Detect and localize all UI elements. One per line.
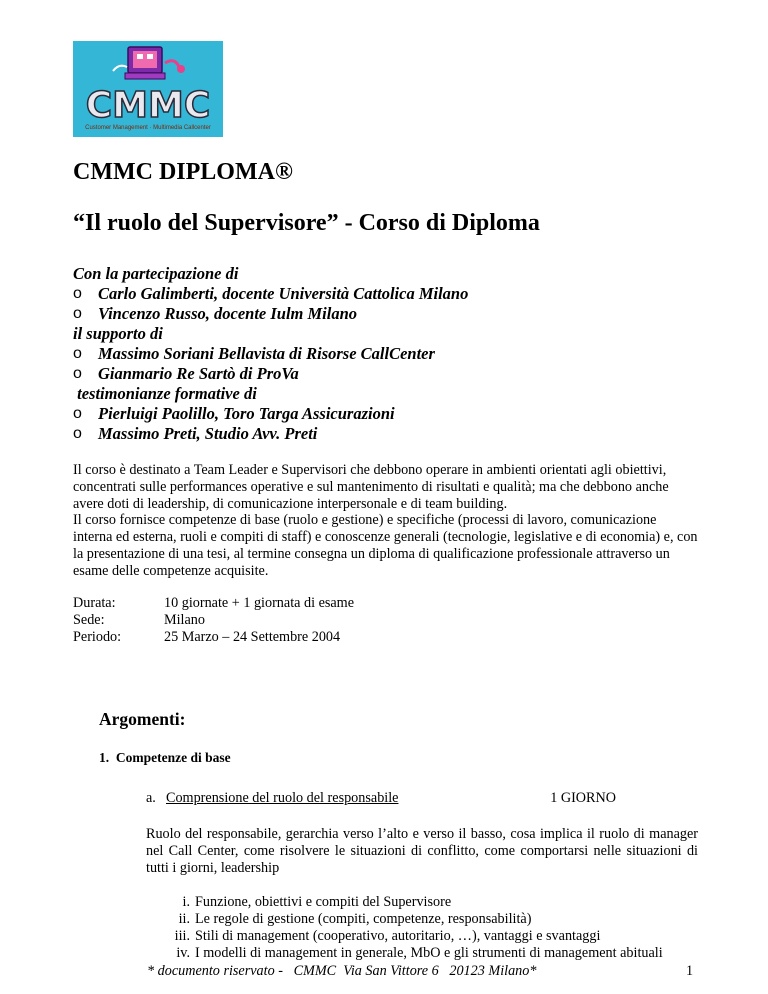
fact-label: Sede: (73, 612, 105, 628)
credits-list (73, 344, 468, 384)
credit-item: o Carlo Galimberti, docente Università Cattolica Milano (73, 284, 468, 304)
subsection-description: Ruolo del responsabile, gerarchia verso l’alto e verso il basso, cosa implica il ruolo di manager nel Call Center, come risolvere le situazioni di conflitto, come comportarsi nelle situazioni di tutti i giorni, leadership (146, 826, 698, 876)
credits-list (73, 404, 468, 444)
list-item (146, 911, 698, 928)
list-item-number: iii. (174, 928, 190, 944)
list-item-number: iv. (176, 945, 190, 961)
fact-label: Durata: (73, 595, 116, 611)
subsection-title: Comprensione del ruolo del responsabile (166, 790, 399, 806)
subsection-heading (146, 790, 616, 807)
paragraph: Il corso è destinato a Team Leader e Supervisori che debbono operare in ambienti orientati agli obiettivi, concentrati sulle performances operative e sul mantenimento di risultati e qualità; ma che debbono anche avere doti di leadership, di comunicazione interpersonale e di team building. (73, 462, 669, 512)
list-item-number: i. (182, 894, 190, 910)
fact-row (73, 629, 354, 646)
credits-heading: il supporto di (73, 324, 163, 343)
topics-heading: Argomenti: (99, 709, 186, 729)
section-heading (99, 750, 231, 766)
list-item (146, 928, 698, 945)
credits-heading: testimonianze formative di (73, 384, 257, 403)
fact-value: 10 giornate + 1 giornata di esame (164, 595, 355, 611)
credits-list (73, 284, 468, 324)
list-item (146, 894, 698, 911)
course-facts (73, 595, 354, 646)
subsection-duration: 1 GIORNO (550, 790, 616, 806)
svg-text:CMMC: CMMC (85, 85, 211, 126)
credits (73, 264, 468, 444)
credit-item: o Massimo Soriani Bellavista di Risorse CallCenter (73, 344, 468, 364)
fact-label: Periodo: (73, 629, 122, 645)
list-item-text: I modelli di management in generale, MbO e gli strumenti di management abituali (195, 945, 663, 961)
list-item-text: Stili di management (cooperativo, autoritario, …), vantaggi e svantaggi (195, 928, 601, 944)
section-title: Competenze di base (115, 750, 231, 765)
course-description (73, 462, 698, 580)
list-item-number: ii. (178, 911, 190, 927)
fact-value: Milano (164, 612, 205, 628)
credit-item: o Massimo Preti, Studio Avv. Preti (73, 424, 468, 444)
credit-item: o Pierluigi Paolillo, Toro Targa Assicurazioni (73, 404, 468, 424)
document-title: CMMC DIPLOMA® (73, 159, 293, 185)
subsection-marker: a. (146, 790, 156, 806)
computer-mascot-icon (73, 41, 223, 137)
credits-heading: Con la partecipazione di (73, 264, 239, 283)
credit-item: o Vincenzo Russo, docente Iulm Milano (73, 304, 468, 324)
document-subtitle: “Il ruolo del Supervisore” - Corso di Diploma (73, 210, 540, 236)
fact-row (73, 595, 354, 612)
paragraph: Il corso fornisce competenze di base (ruolo e gestione) e specifiche (processi di lavoro, comunicazione interna ed esterna, ruoli e compiti di staff) e conoscenze generali (tecnologie, legislative e di economia) e, con la presentazione di una tesi, al termine consegna un diploma di qualificazione professionale attraverso un esame delle competenze acquisite. (73, 512, 698, 579)
list-item-text: Funzione, obiettivi e compiti del Supervisore (195, 894, 452, 910)
topic-list (146, 894, 698, 962)
page-number: 1 (686, 963, 694, 979)
list-item (146, 945, 698, 962)
credit-item: o Gianmario Re Sartò di ProVa (73, 364, 468, 384)
page-footer: * documento riservato - CMMC Via San Vittore 6 20123 Milano* (147, 963, 537, 979)
cmmc-logo: CMMC Customer Management · Multimedia Callcenter (73, 41, 223, 137)
list-item-text: Le regole di gestione (compiti, competenze, responsabilità) (195, 911, 532, 927)
fact-row (73, 612, 354, 629)
section-number: 1. (99, 750, 110, 765)
fact-value: 25 Marzo – 24 Settembre 2004 (164, 629, 341, 645)
